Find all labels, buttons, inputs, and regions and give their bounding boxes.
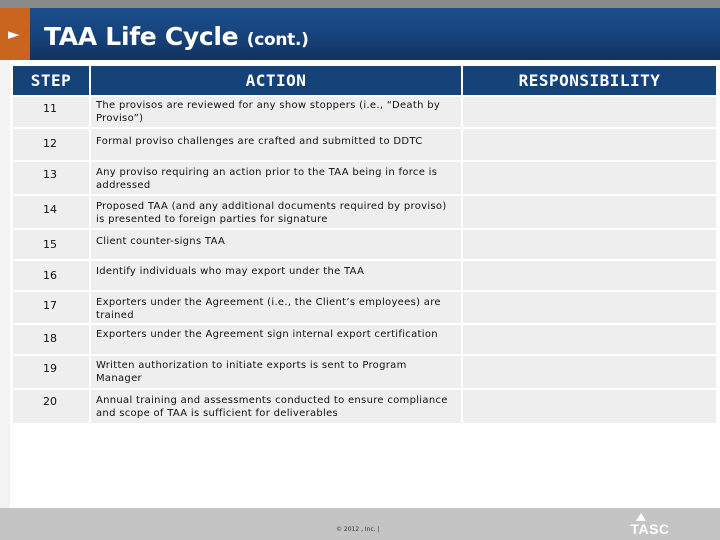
- table-row: [13, 129, 716, 160]
- step-cell: [13, 230, 89, 259]
- responsibility-cell: [463, 196, 716, 228]
- action-text: Any proviso requiring an action prior to the TAA being in force is addressed: [96, 167, 438, 191]
- action-cell: [91, 390, 461, 423]
- action-text: Annual training and assessments conducted to ensure compliance and scope of TAA is sufficient for deliverables: [96, 395, 448, 419]
- action-cell: [91, 230, 461, 259]
- column-header-step: STEP: [30, 71, 72, 90]
- title-text: TAA Life Cycle: [44, 22, 239, 51]
- step-number: 13: [43, 168, 57, 181]
- step-cell: [13, 261, 89, 290]
- table-header: [13, 66, 716, 95]
- table-row: [13, 292, 716, 323]
- step-number: 11: [43, 102, 57, 115]
- action-text: Exporters under the Agreement sign internal export certification: [96, 329, 438, 340]
- table-row: [13, 261, 716, 290]
- action-cell: [91, 261, 461, 290]
- step-number: 16: [43, 269, 57, 282]
- column-header-responsibility: RESPONSIBILITY: [518, 71, 661, 90]
- step-cell: [13, 390, 89, 423]
- table-row: [13, 356, 716, 388]
- table-row: [13, 162, 716, 194]
- top-bar: [0, 0, 720, 8]
- responsibility-cell: [463, 129, 716, 160]
- step-number: 20: [43, 395, 57, 408]
- step-cell: [13, 196, 89, 228]
- action-cell: [91, 356, 461, 388]
- step-number: 14: [43, 203, 57, 216]
- title-suffix: (cont.): [246, 30, 309, 50]
- step-cell: [13, 97, 89, 127]
- action-text: The provisos are reviewed for any show stoppers (i.e., “Death by Proviso”): [96, 100, 441, 124]
- copyright-text: © 2012 , Inc. |: [336, 526, 380, 533]
- step-cell: [13, 292, 89, 323]
- responsibility-cell: [463, 325, 716, 354]
- column-header-action: ACTION: [245, 71, 307, 90]
- action-text: Formal proviso challenges are crafted and submitted to DDTC: [96, 136, 423, 147]
- responsibility-cell: [463, 230, 716, 259]
- action-cell: [91, 97, 461, 127]
- responsibility-cell: [463, 356, 716, 388]
- step-number: 12: [43, 137, 57, 150]
- action-text: Client counter-signs TAA: [96, 236, 226, 247]
- responsibility-cell: [463, 97, 716, 127]
- action-cell: [91, 325, 461, 354]
- arrow-icon: ►: [8, 25, 20, 43]
- action-text: Written authorization to initiate exports is sent to Program Manager: [96, 360, 407, 384]
- left-strip: [0, 60, 10, 508]
- responsibility-cell: [463, 162, 716, 194]
- step-number: 18: [43, 332, 57, 345]
- action-cell: [91, 292, 461, 323]
- action-cell: [91, 196, 461, 228]
- action-cell: [91, 162, 461, 194]
- step-number: 17: [43, 299, 57, 312]
- table-row: [13, 97, 716, 127]
- step-number: 15: [43, 238, 57, 251]
- action-text: Identify individuals who may export under the TAA: [96, 266, 365, 277]
- step-cell: [13, 162, 89, 194]
- tasc-logo: [624, 513, 676, 535]
- logo-text: TASC: [630, 521, 670, 535]
- action-cell: [91, 129, 461, 160]
- step-cell: [13, 356, 89, 388]
- responsibility-cell: [463, 292, 716, 323]
- action-text: Exporters under the Agreement (i.e., the Client’s employees) are trained: [96, 297, 441, 321]
- footer-bar: [0, 508, 720, 540]
- responsibility-cell: [463, 261, 716, 290]
- slide-title: [44, 20, 309, 57]
- step-number: 19: [43, 362, 57, 375]
- step-cell: [13, 325, 89, 354]
- table-row: [13, 230, 716, 259]
- action-text: Proposed TAA (and any additional documents required by proviso) is presented to foreign parties for signature: [96, 201, 447, 225]
- responsibility-cell: [463, 390, 716, 423]
- step-cell: [13, 129, 89, 160]
- table-row: [13, 390, 716, 423]
- table-row: [13, 325, 716, 354]
- table-row: [13, 196, 716, 228]
